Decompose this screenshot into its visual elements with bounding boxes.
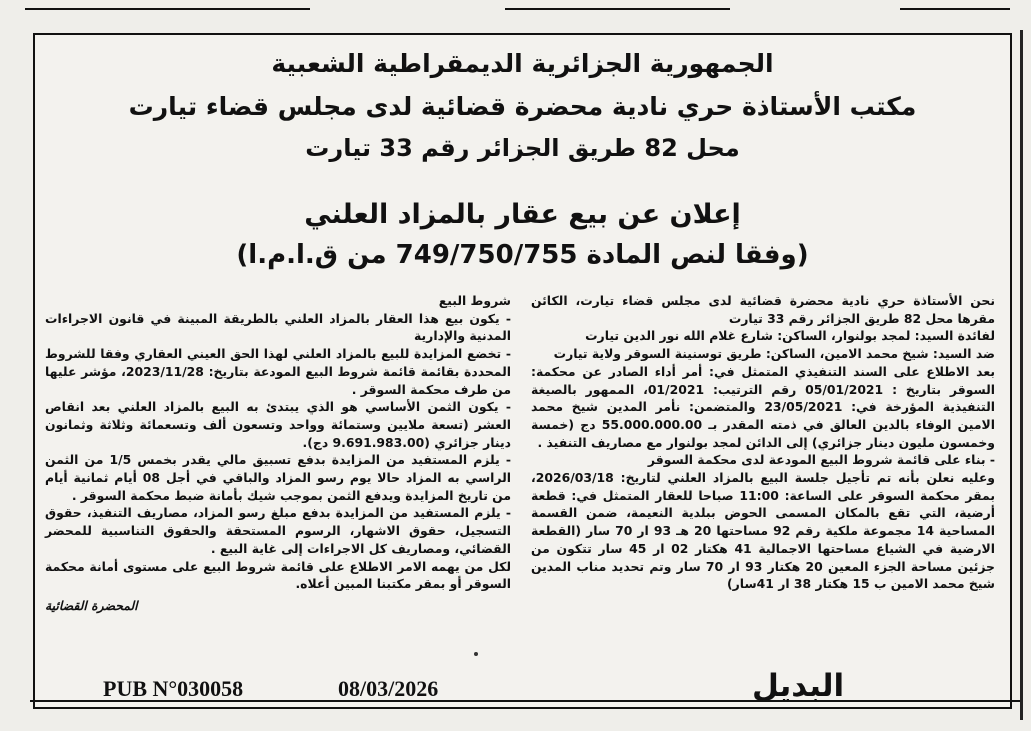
- paragraph: بعد الاطلاع على السند التنفيذي المتمثل في: أمر أداء الصادر عن محكمة: السوقر بتاريخ : 05/01/2021 رقم الترتيب: 01/2021، الممهور بالصيغة التنفيذية المؤرخة في: 23/05/2021 والمتضمن: نأمر المدين شيخ محمد الامين الوفاء بالدين العالق في ذمته المقدر بـ 55.000.000.00 دج (خمسة وخمسون مليون دينار جزائري) إلى الدائن لمجد بولنوار مع مصاريف التنفيذ .: [531, 363, 995, 450]
- conditions-heading: شروط البيع: [438, 293, 511, 308]
- paragraph: وعليه نعلن بأنه تم تأجيل جلسة البيع بالمزاد العلني لتاريخ: 2026/03/18، بمقر محكمة السوقر على الساعة: 11:00 صباحا للعقار المتمثل في: قطعة أرضية، التي تقع بالمكان المسمى الحوض ببلدية النعيمة، ضمن القسمة المساحية 14 مجموعة ملكية رقم 92 مساحتها 20 هـ 93 ار 70 سار (القطعة الارضية في الشياع مساحتها الاجمالية 41 هكتار 02 ار 45 سار تتكون من جزئين مساحة الجزء المعين 20 هكتار 93 ار 70 سار وتم تحديد مناب المدين شيخ محمد الامين ب 15 هكتار 38 ار 41سار): [531, 470, 995, 592]
- header-office: مكتب الأستاذة حري نادية محضرة قضائية لدى مجلس قضاء تيارت: [128, 92, 917, 121]
- signature: المحضرة القضائية: [45, 597, 138, 613]
- page-edge-line: [1020, 30, 1023, 720]
- announcement-title: إعلان عن بيع عقار بالمزاد العلني: [304, 199, 741, 230]
- condition-item: - يكون الثمن الأساسي هو الذي يبتدئ به البيع بالمزاد العلني بعد انقاص العشر (تسعة ملايين وستمائة وواحد وتسعون ألف وتسعمائة وثلاثة وثمانون دينار جزائري (9.691.983.00 دج).: [45, 399, 511, 450]
- right-column-body: [531, 292, 995, 593]
- header-address: محل 82 طريق الجزائر رقم 33 تيارت: [305, 134, 740, 162]
- paragraph: لفائدة السيد: لمجد بولنوار، الساكن: شارع غلام الله نور الدين تيارت: [585, 328, 995, 344]
- publication-date: 08/03/2026: [338, 676, 439, 701]
- left-column-conditions: [45, 292, 511, 615]
- announcement-frame: [33, 33, 1012, 709]
- condition-item: - يلزم المستفيد من المزايدة بدفع تسبيق مالي يقدر بخمس 1/5 من الثمن الراسي به المزاد حالا يوم رسو المزاد والباقي في أجل 08 أيام ثمانية أيام من تاريخ المزايدة ويدفع الثمن بموجب شيك بأمانة ضبط محكمة السوقر .: [45, 452, 512, 503]
- paragraph: ضد السيد: شيخ محمد الامين، الساكن: طريق توسنينة السوقر ولاية تيارت: [553, 346, 995, 362]
- condition-item: - يلزم المستفيد من المزايدة بدفع مبلغ رسو المزاد، مصاريف التنفيذ، حقوق التسجيل، حقوق الاشهار، الرسوم المستحقة والحقوق التناسبية للمحضر القضائي، ومصاريف كل الاجراءات إلى غاية البيع .: [45, 505, 511, 556]
- paragraph: - بناء على قائمة شروط البيع المودعة لدى محكمة السوقر: [647, 452, 995, 468]
- newspaper-logo: البديل: [752, 668, 845, 704]
- condition-item: لكل من يهمه الامر الاطلاع على قائمة شروط البيع على مستوى أمانة محكمة السوقر أو بمقر مكتبنا المبين أعلاه.: [45, 558, 511, 592]
- condition-item: - تخضع المزايدة للبيع بالمزاد العلني لهذا الحق العيني العقاري وفقا للشروط المحددة بقائمة قائمة شروط البيع المودعة بتاريخ: 2023/11/28، مؤشر عليها من طرف محكمة السوقر .: [45, 346, 511, 397]
- condition-item: - يكون بيع هذا العقار بالمزاد العلني بالطريقة المبينة في قانون الاجراءات المدنية والإدارية: [45, 310, 511, 344]
- ink-dot: [474, 652, 478, 656]
- paragraph: نحن الأستاذة حري نادية محضرة قضائية لدى مجلس قضاء تيارت، الكائن مقرها محل 82 طريق الجزائر رقم 33 تيارت: [531, 293, 995, 326]
- top-clipped-border: [0, 0, 1031, 16]
- pub-number: PUB N°030058: [103, 676, 244, 701]
- header-republic: الجمهورية الجزائرية الديمقراطية الشعبية: [271, 49, 774, 78]
- announcement-subtitle: (وفقا لنص المادة 749/750/755 من ق.ا.م.ا): [236, 240, 809, 270]
